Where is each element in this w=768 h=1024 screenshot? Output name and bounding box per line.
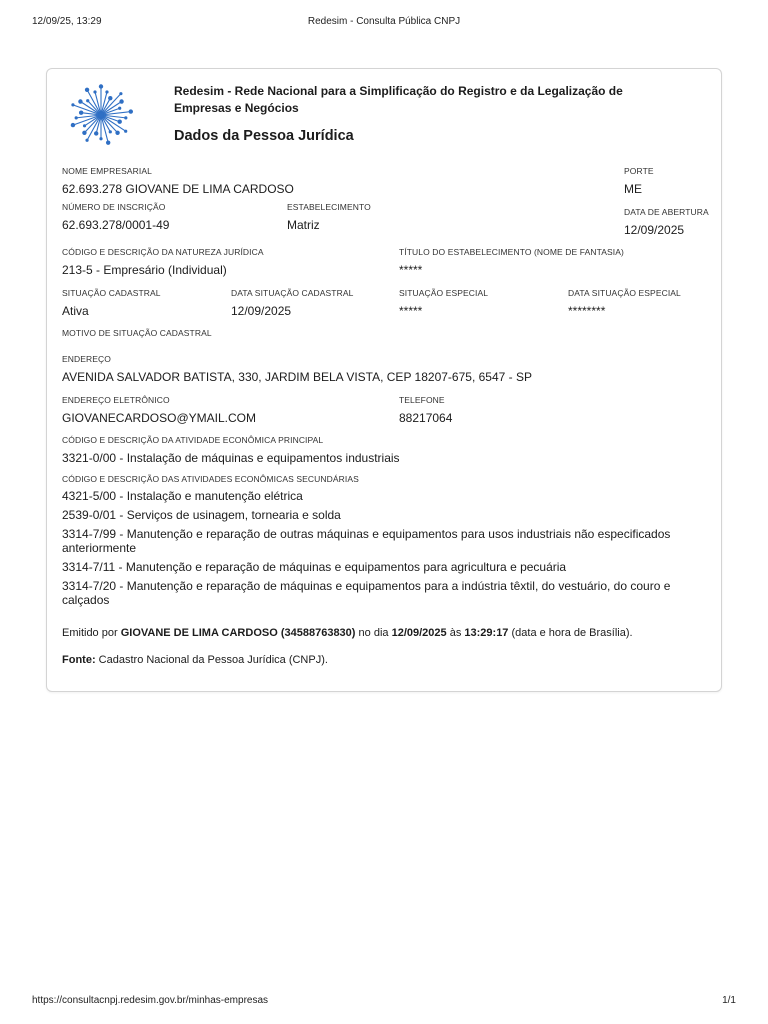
issued-cpf: 34588763830 — [284, 627, 352, 639]
issued-by-line: Emitido por GIOVANE DE LIMA CARDOSO (34588763830) no dia 12/09/2025 às 13:29:17 (data e hora de Brasília). — [62, 627, 633, 639]
field-atividades-secundarias — [62, 474, 359, 484]
list-item: 3314-7/11 - Manutenção e reparação de máquinas e equipamentos para agricultura e pecuária — [62, 560, 567, 574]
field-email — [62, 395, 256, 425]
field-value: 88217064 — [399, 411, 453, 425]
field-label: TÍTULO DO ESTABELECIMENTO (NOME DE FANTASIA) — [399, 247, 624, 257]
field-atividade-principal — [62, 435, 400, 465]
list-item: 3314-7/20 - Manutenção e reparação de máquinas e equipamentos para a indústria têxtil, do vestuário, do couro e calçados — [62, 579, 671, 607]
field-label: ENDEREÇO — [62, 354, 111, 364]
field-data-situacao-cadastral — [231, 288, 353, 318]
field-label: CÓDIGO E DESCRIÇÃO DAS ATIVIDADES ECONÔMICAS SECUNDÁRIAS — [62, 474, 359, 484]
field-value: AVENIDA SALVADOR BATISTA, 330, JARDIM BELA VISTA, CEP 18207-675, 6547 - SP — [62, 370, 532, 384]
source-label: Fonte: — [62, 654, 96, 666]
field-natureza-juridica — [62, 247, 264, 277]
org-name: Redesim - Rede Nacional para a Simplificação do Registro e da Legalização de Empresas e Negócios — [174, 84, 623, 115]
field-value: 213-5 - Empresário (Individual) — [62, 263, 227, 277]
list-item: 2539-0/01 - Serviços de usinagem, tornearia e solda — [62, 508, 341, 522]
field-label: TELEFONE — [399, 395, 445, 405]
field-value: 62.693.278 GIOVANE DE LIMA CARDOSO — [62, 182, 294, 196]
field-numero-inscricao — [62, 202, 169, 232]
field-label: NÚMERO DE INSCRIÇÃO — [62, 202, 166, 212]
field-value: GIOVANECARDOSO@YMAIL.COM — [62, 411, 256, 425]
issued-date: 12/09/2025 — [391, 627, 447, 639]
field-label: ENDEREÇO ELETRÔNICO — [62, 395, 170, 405]
field-porte — [624, 166, 654, 196]
field-nome-fantasia — [399, 247, 624, 277]
issued-suffix: (data e hora de Brasília). — [511, 627, 633, 639]
field-label: CÓDIGO E DESCRIÇÃO DA NATUREZA JURÍDICA — [62, 247, 264, 257]
field-value: Ativa — [62, 304, 89, 318]
field-label: DATA SITUAÇÃO CADASTRAL — [231, 288, 354, 298]
field-label: DATA SITUAÇÃO ESPECIAL — [568, 288, 681, 298]
print-url: https://consultacnpj.redesim.gov.br/minhas-empresas — [32, 995, 269, 1006]
company-data-card — [46, 68, 722, 692]
field-label: ESTABELECIMENTO — [287, 202, 371, 212]
field-label: DATA DE ABERTURA — [624, 207, 709, 217]
field-estabelecimento — [287, 202, 371, 232]
source-text: Cadastro Nacional da Pessoa Jurídica (CNPJ). — [98, 654, 328, 666]
field-value: 62.693.278/0001-49 — [62, 218, 170, 232]
field-value: ME — [624, 182, 642, 196]
field-value: 3321-0/00 - Instalação de máquinas e equipamentos industriais — [62, 451, 400, 465]
field-situacao-cadastral — [62, 288, 161, 318]
field-value: 12/09/2025 — [624, 223, 685, 237]
field-value: ***** — [399, 304, 423, 318]
field-data-situacao-especial — [568, 288, 681, 318]
issued-at: às — [449, 627, 462, 639]
field-label: MOTIVO DE SITUAÇÃO CADASTRAL — [62, 328, 212, 338]
field-situacao-especial — [399, 288, 488, 318]
field-endereco — [62, 354, 532, 384]
print-page-count: 1/1 — [722, 995, 736, 1006]
field-value: ******** — [568, 304, 606, 318]
source-line — [62, 654, 328, 666]
field-label: SITUAÇÃO ESPECIAL — [399, 288, 489, 298]
field-label: PORTE — [624, 166, 654, 176]
issued-mid: no dia — [358, 627, 389, 639]
list-item: 4321-5/00 - Instalação e manutenção elétrica — [62, 489, 303, 503]
field-value: 12/09/2025 — [231, 304, 292, 318]
field-value: Matriz — [287, 218, 320, 232]
list-item: 3314-7/99 - Manutenção e reparação de outras máquinas e equipamentos para usos industriais não especificados anteriormente — [62, 527, 671, 555]
field-motivo-situacao — [62, 328, 212, 344]
field-label: SITUAÇÃO CADASTRAL — [62, 288, 161, 298]
print-page-title: Redesim - Consulta Pública CNPJ — [307, 16, 461, 27]
secondary-activities-list — [62, 489, 702, 612]
field-label: CÓDIGO E DESCRIÇÃO DA ATIVIDADE ECONÔMICA PRINCIPAL — [62, 435, 324, 445]
redesim-starburst-logo-icon — [61, 79, 141, 149]
issued-time: 13:29:17 — [464, 627, 509, 639]
issued-name: GIOVANE DE LIMA CARDOSO — [120, 627, 278, 639]
field-nome-empresarial — [62, 166, 294, 196]
print-datetime: 12/09/25, 13:29 — [32, 16, 102, 27]
field-label: NOME EMPRESARIAL — [62, 166, 152, 176]
field-value: ***** — [399, 263, 423, 277]
issued-prefix: Emitido por — [62, 627, 118, 639]
page-title: Dados da Pessoa Jurídica — [174, 128, 354, 144]
field-telefone — [399, 395, 452, 425]
field-data-abertura — [624, 207, 709, 237]
